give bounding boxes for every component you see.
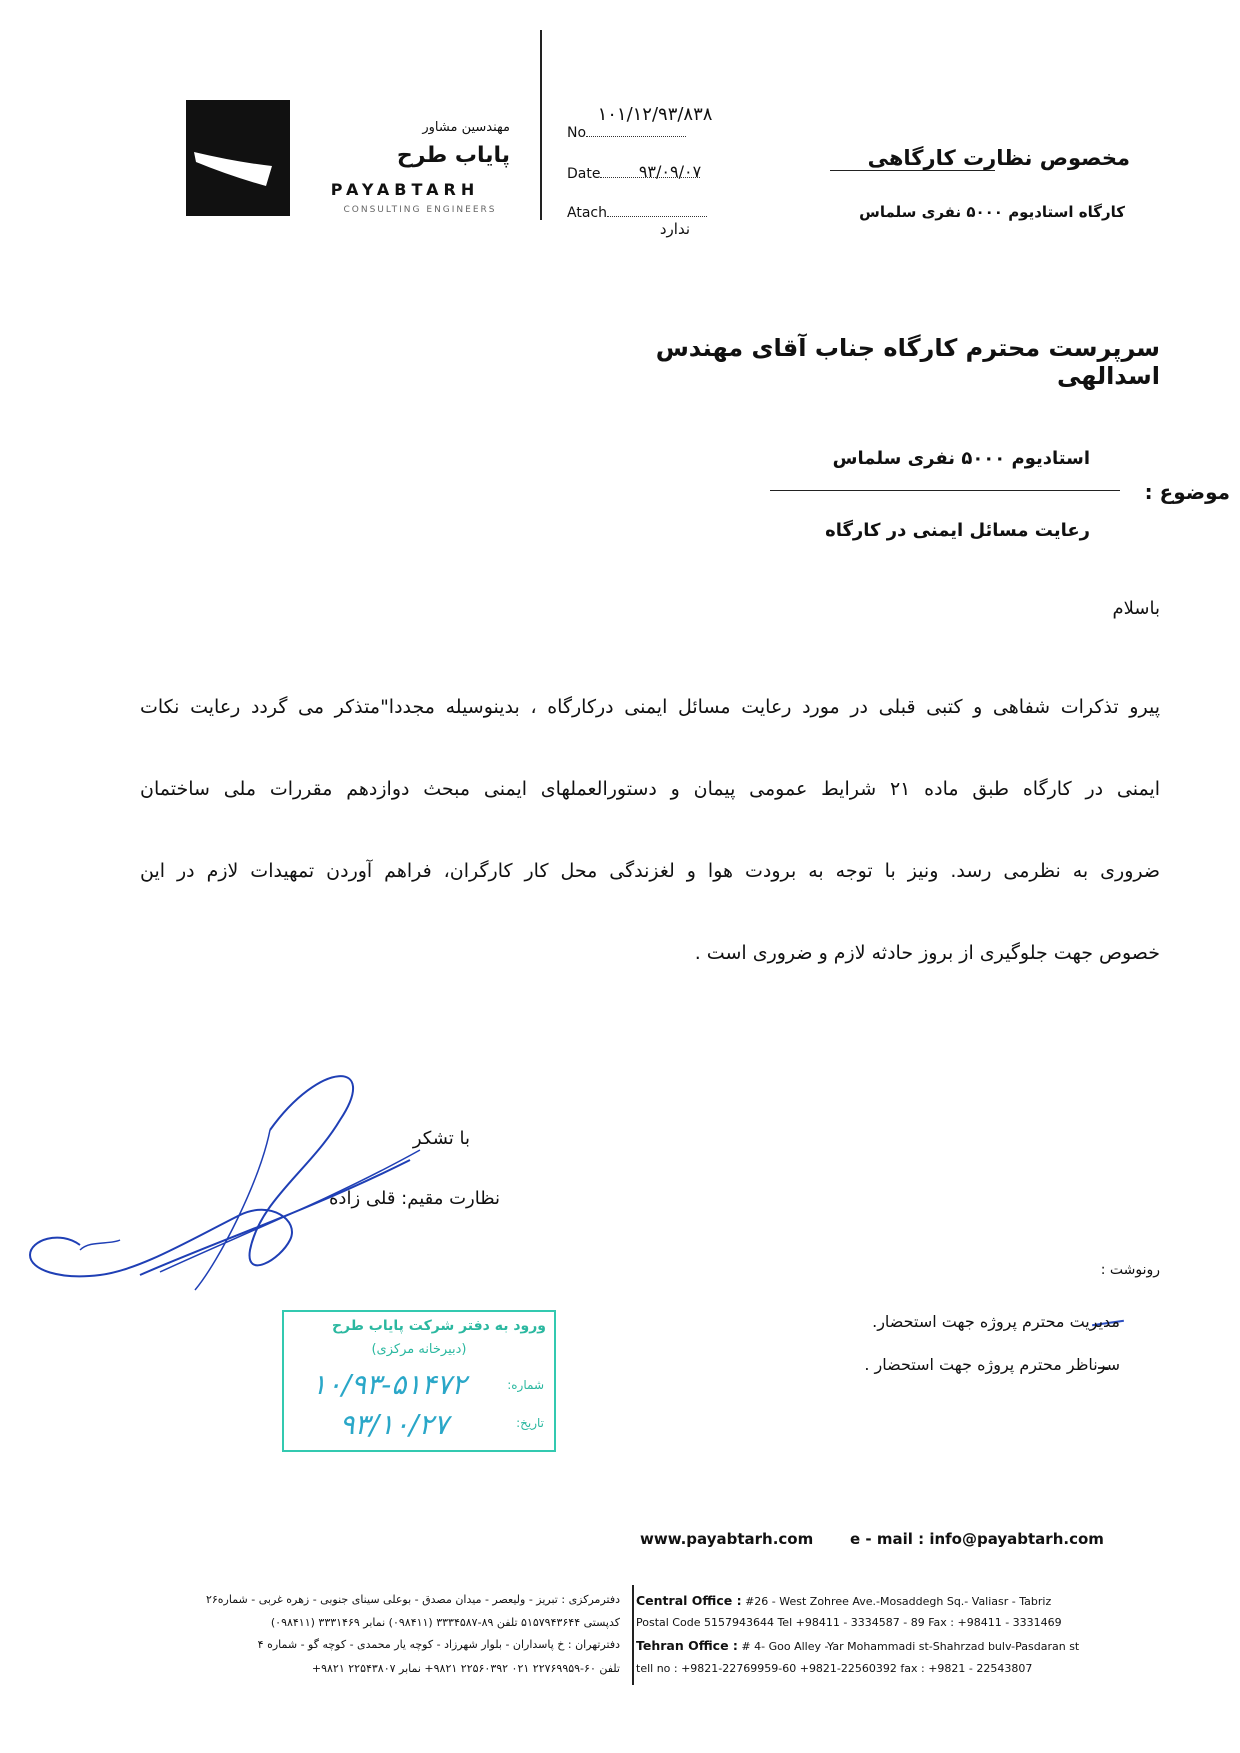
- cc-item: مدیریت محترم پروژه جهت استحضار.: [872, 1312, 1120, 1331]
- tehran-office-address: # 4- Goo Alley -Yar Mohammadi st-Shahrzad bulv-Pasdaran st: [741, 1640, 1080, 1653]
- footer-fa-contact: کدپستی ۵۱۵۷۹۴۳۶۴۴ تلفن ۸۹-۳۳۳۴۵۸۷ (۰۹۸۴۱۱) نمابر ۳۳۳۱۴۶۹ (۰۹۸۴۱۱): [270, 1616, 620, 1629]
- footer-divider: [632, 1585, 634, 1685]
- body-paragraph-line: ضروری به نظرمی رسد. ونیز با توجه به برودت هوا و لغزندگی محل کار کارگران، فراهم آوردن تمهیدات لازم در این: [140, 860, 1160, 882]
- central-office-address: #26 - West Zohree Ave.-Mosaddegh Sq.- Valiasr - Tabriz: [745, 1595, 1052, 1608]
- greeting: باسلام: [1112, 598, 1160, 619]
- footer-tehran-office: [636, 1638, 1116, 1653]
- footer-fa-tehran-contact: تلفن ۶۰-۲۲۷۶۹۹۵۹ ۰۲۱ ۲۲۵۶۰۳۹۲ ۹۸۲۱+ نمابر ۲۲۵۴۳۸۰۷ ۹۸۲۱+: [311, 1662, 620, 1675]
- stamp-date-label: تاریخ:: [516, 1416, 544, 1430]
- stamp-number: ۱۰/۹۳-۵۱۴۷۲: [311, 1368, 467, 1401]
- firm-subtitle: مهندسین مشاور: [422, 120, 510, 135]
- footer-website: www.payabtarh.com: [640, 1530, 814, 1548]
- subject-line-1: استادیوم ۵۰۰۰ نفری سلماس: [832, 448, 1090, 469]
- company-logo: [186, 100, 290, 216]
- cc-title: رونوشت :: [1100, 1262, 1160, 1278]
- document-type-underline: [830, 170, 995, 171]
- meta-date-value: ۹۳/۰۹/۰۷: [638, 162, 702, 181]
- body-paragraph-line: خصوص جهت جلوگیری از بروز حادثه لازم و ضروری است .: [694, 942, 1160, 964]
- body-paragraph-line: پیرو تذکرات شفاهی و کتبی قبلی در مورد رعایت مسائل ایمنی درکارگاه ، بدینوسیله مجددا"متذکر می گردد رعایت نکات: [140, 696, 1160, 718]
- firm-tagline: CONSULTING ENGINEERS: [343, 205, 497, 215]
- central-office-label: Central Office :: [636, 1593, 742, 1608]
- cc-item: سرناظر محترم پروژه جهت استحضار .: [864, 1355, 1120, 1374]
- stamp-number-label: شماره:: [507, 1378, 544, 1392]
- footer-tehran-contact: tell no : +9821-22769959-60 +9821-22560392 fax : +9821 - 22543807: [636, 1662, 1033, 1675]
- stamp-title: ورود به دفتر شرکت پایاب طرح: [331, 1318, 546, 1334]
- signatory: نظارت مقیم: قلی زاده: [329, 1188, 500, 1209]
- header-divider: [540, 30, 542, 220]
- footer-email: e - mail : info@payabtarh.com: [850, 1530, 1104, 1548]
- recipient: سرپرست محترم کارگاه جناب آقای مهندس اسدالهی: [655, 334, 1160, 390]
- subject-line-2: رعایت مسائل ایمنی در کارگاه: [825, 520, 1090, 541]
- handwritten-signature: [20, 1040, 460, 1310]
- document-site: کارگاه استادیوم ۵۰۰۰ نفری سلماس: [859, 203, 1125, 221]
- footer-fa-tehran-address: دفترتهران : خ پاسداران - بلوار شهرزاد - کوچه یار محمدی - کوچه گو - شماره ۴: [257, 1638, 620, 1651]
- subject-label: موضوع :: [1144, 480, 1230, 504]
- meta-attach-row: [567, 204, 727, 221]
- body-paragraph-line: ایمنی در کارگاه طبق ماده ۲۱ شرایط عمومی پیمان و دستورالعملهای ایمنی مبحث دوازدهم مقررات ملی ساختمان: [140, 778, 1161, 800]
- firm-name: پایاب طرح: [396, 143, 510, 168]
- footer-central-contact: Postal Code 5157943644 Tel +98411 - 3334587 - 89 Fax : +98411 - 3331469: [636, 1616, 1062, 1629]
- footer-fa-address: دفترمرکزی : تبریز - ولیعصر - میدان مصدق - بوعلی سینای جنوبی - زهره غربی - شماره۲۶: [205, 1593, 620, 1606]
- footer-central-office: [636, 1593, 1116, 1608]
- document-type: مخصوص نظارت کارگاهی: [867, 146, 1130, 170]
- subject-divider: [770, 490, 1120, 491]
- stamp-date: ۹۳/۱۰/۲۷: [339, 1408, 449, 1441]
- receipt-stamp: [282, 1310, 556, 1452]
- meta-number-label: No: [567, 125, 587, 141]
- closing-phrase: با تشکر: [412, 1128, 470, 1149]
- meta-date-label: Date: [567, 166, 601, 182]
- firm-name-latin: PAYABTARH: [330, 180, 480, 199]
- stamp-subtitle: (دبیرخانه مرکزی): [371, 1342, 467, 1357]
- tehran-office-label: Tehran Office :: [636, 1638, 738, 1653]
- meta-number-row: [567, 124, 727, 141]
- meta-number-value: ۱۰۱/۱۲/۹۳/۸۳۸: [597, 104, 713, 125]
- meta-attach-label: Atach: [567, 205, 607, 221]
- meta-attach-value: ندارد: [659, 220, 690, 238]
